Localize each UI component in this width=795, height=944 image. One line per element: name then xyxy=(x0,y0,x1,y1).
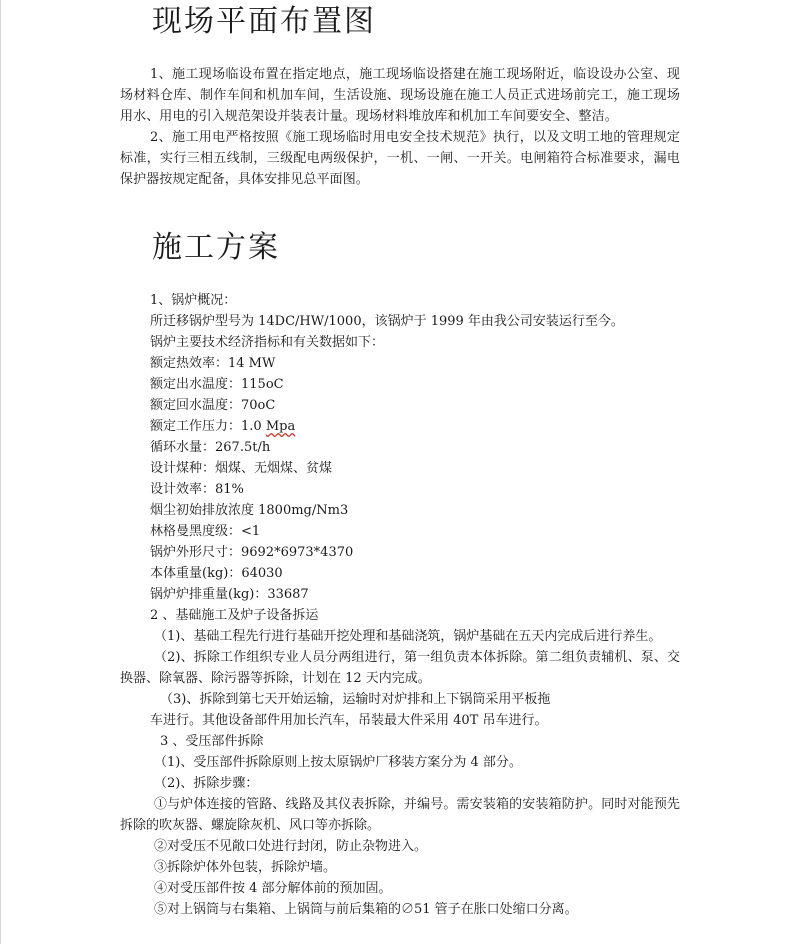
line-body-weight: 本体重量(kg)：64030 xyxy=(150,566,283,581)
line-indicators-intro: 锅炉主要技术经济指标和有关数据如下： xyxy=(150,335,385,350)
line-pressure-parts-principle: （1)、受压部件拆除原则上按太原锅炉厂移装方案分为 4 部分。 xyxy=(154,755,522,770)
line-boiler-model: 所迁移锅炉型号为 14DC/HW/1000，该锅炉于 1999 年由我公司安装运行至今。 xyxy=(150,314,624,329)
heading-site-layout: 现场平面布置图 xyxy=(152,4,376,39)
line-foundation-heading: 2 、基础施工及炉子设备拆运 xyxy=(150,608,319,623)
line-outlet-temperature: 额定出水温度：115oC xyxy=(150,377,284,392)
paragraph-temporary-facilities: 1、施工现场临设布置在指定地点，施工现场临设搭建在施工现场附近，临设设办公室、现场材料仓库、制作车间和机加车间，生活设施、现场设施在施工人员正式进场前完工，施工现场用水、用电的引入规范架设并装表计量。现场材料堆放库和机加工车间要安全、整洁。 xyxy=(120,67,680,124)
line-rated-efficiency: 额定热效率：14 MW xyxy=(150,356,276,371)
line-design-efficiency: 设计效率：81% xyxy=(150,482,244,497)
line-pressure-parts-heading: 3 、受压部件拆除 xyxy=(160,734,264,749)
line-foundation-work: （1)、基础工程先行进行基础开挖处理和基础浇筑，锅炉基础在五天内完成后进行养生。 xyxy=(154,629,662,644)
line-step-1: ①与炉体连接的管路、线路及其仪表拆除，并编号。需安装箱的安装箱防护。同时对能预先拆除的吹灰器、螺旋除灰机、风口等亦拆除。 xyxy=(120,797,680,833)
line-dismantling-groups: （2)、拆除工作组织专业人员分两组进行，第一组负责本体拆除。第二组负责辅机、泵、交换器、除氧器、除污器等拆除，计划在 12 天内完成。 xyxy=(120,650,680,686)
heading-construction-plan: 施工方案 xyxy=(152,230,280,265)
construction-plan-body xyxy=(120,290,680,920)
line-coal-types: 设计煤种：烟煤、无烟煤、贫煤 xyxy=(150,461,333,476)
page-left-edge xyxy=(0,0,1,944)
line-dust-concentration: 烟尘初始排放浓度 1800mg/Nm3 xyxy=(150,503,349,518)
line-dimensions: 锅炉外形尺寸：9692*6973*4370 xyxy=(150,545,354,560)
line-boiler-overview: 1、锅炉概况： xyxy=(150,293,237,308)
line-transport-vehicles: 车进行。其他设备部件用加长汽车，吊装最大件采用 40T 吊车进行。 xyxy=(150,713,548,728)
line-step-2: ②对受压不见敞口处进行封闭，防止杂物进入。 xyxy=(154,839,428,854)
line-grate-weight: 锅炉炉排重量(kg)：33687 xyxy=(150,587,309,602)
line-return-temperature: 额定回水温度：70oC xyxy=(150,398,276,413)
line-step-3: ③拆除炉体外包装，拆除炉墙。 xyxy=(154,860,337,875)
line-transport-start: （3)、拆除到第七天开始运输，运输时对炉排和上下锅筒采用平板拖 xyxy=(160,692,551,707)
line-step-5: ⑤对上锅筒与右集箱、上锅筒与前后集箱的∅51 管子在胀口处缩口分离。 xyxy=(154,902,578,917)
pressure-label: 额定工作压力：1.0 xyxy=(150,419,266,434)
line-ringelmann: 林格曼黑度级：<1 xyxy=(150,524,261,539)
line-circulating-water: 循环水量：267.5t/h xyxy=(150,440,271,455)
paragraph-construction-power: 2、施工用电严格按照《施工现场临时用电安全技术规范》执行，以及文明工地的管理规定标准，实行三相五线制，三级配电两级保护，一机、一闸、一开关。电闸箱符合标准要求，漏电保护器按规定配备，具体安排见总平面图。 xyxy=(120,130,680,187)
line-step-4: ④对受压部件按 4 部分解体前的预加固。 xyxy=(154,881,392,896)
line-working-pressure xyxy=(120,416,680,437)
line-dismantling-steps: （2)、拆除步骤： xyxy=(154,776,259,791)
pressure-unit: Mpa xyxy=(265,419,296,434)
